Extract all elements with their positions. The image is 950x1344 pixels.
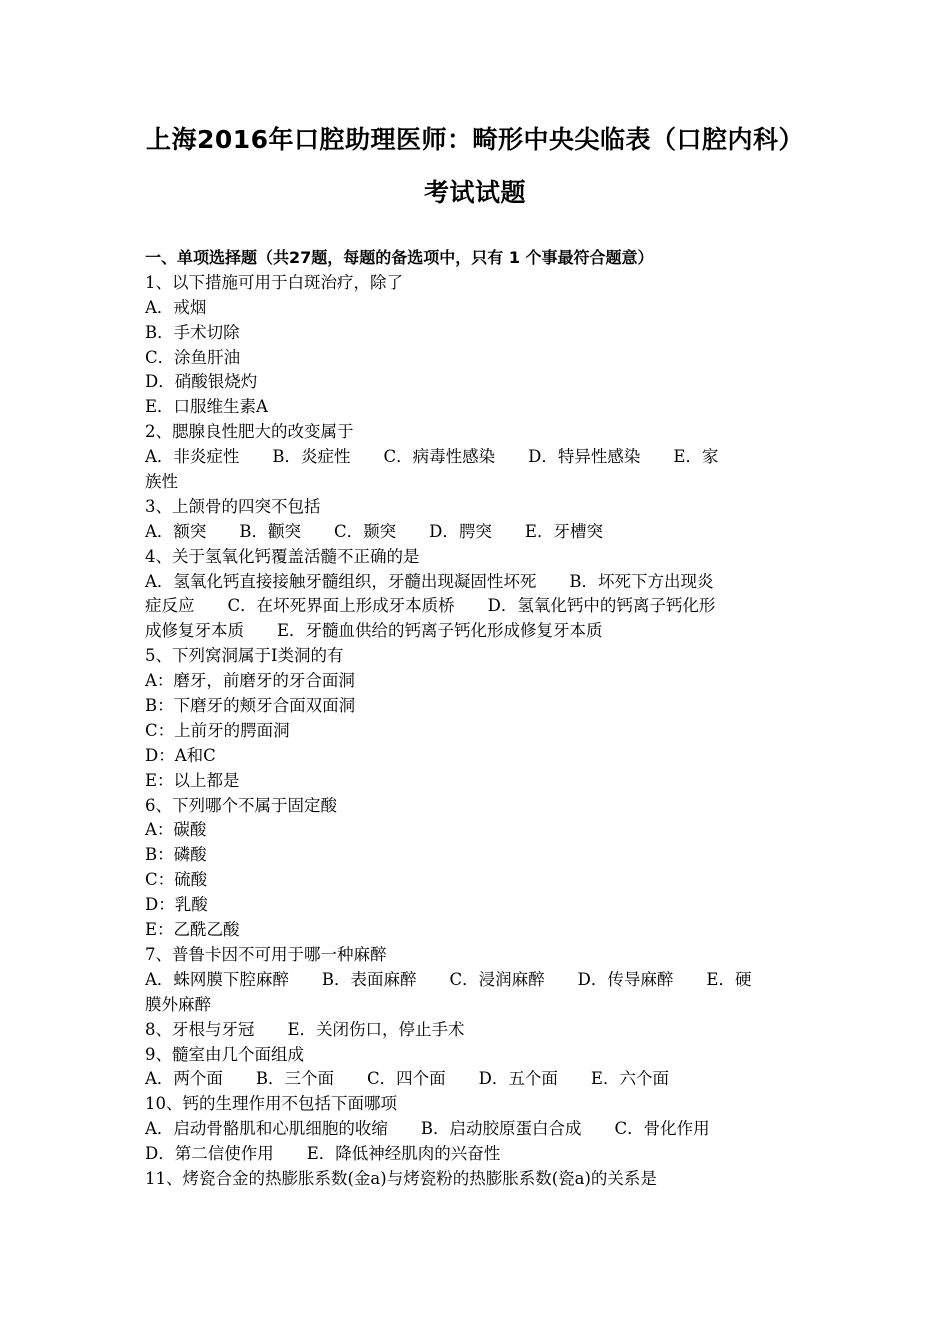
answer-options-line: A．蛛网膜下腔麻醉 B．表面麻醉 C．浸润麻醉 D．传导麻醉 E．硬	[145, 969, 752, 989]
answer-option: E：乙酰乙酸	[145, 920, 240, 940]
question-text: 8、牙根与牙冠 E．关闭伤口，停止手术	[145, 1019, 465, 1039]
answer-option: B：磷酸	[145, 845, 207, 865]
answer-options-line: 膜外麻醉	[145, 994, 211, 1014]
answer-option: C：硫酸	[145, 870, 208, 890]
answer-options-line: A．额突 B．颧突 C．颞突 D．腭突 E．牙槽突	[145, 521, 603, 541]
question-text: 2、腮腺良性肥大的改变属于	[145, 422, 354, 442]
answer-options-line: A．氢氧化钙直接接触牙髓组织，牙髓出现凝固性坏死 B．坏死下方出现炎	[145, 571, 714, 591]
question-text: 3、上颌骨的四突不包括	[145, 496, 321, 516]
answer-option: A：碳酸	[145, 820, 207, 840]
answer-option: D．硝酸银烧灼	[145, 372, 258, 392]
question-text: 6、下列哪个不属于固定酸	[145, 795, 337, 815]
answer-option: B．手术切除	[145, 322, 240, 342]
answer-options-line: A．两个面 B．三个面 C．四个面 D．五个面 E．六个面	[145, 1069, 669, 1089]
question-text: 5、下列窝洞属于I类洞的有	[145, 646, 344, 666]
answer-option: B：下磨牙的颊牙合面双面洞	[145, 696, 356, 716]
answer-option: E：以上都是	[145, 770, 240, 790]
answer-option: A：磨牙，前磨牙的牙合面洞	[145, 671, 355, 691]
document-body	[145, 246, 807, 1192]
document-title: 上海2016年口腔助理医师：畸形中央尖临表（口腔内科）	[145, 125, 805, 154]
question-text: 4、关于氢氧化钙覆盖活髓不正确的是	[145, 546, 420, 566]
answer-options-line: A．非炎症性 B．炎症性 C．病毒性感染 D．特异性感染 E．家	[145, 447, 719, 467]
answer-option: E．口服维生素A	[145, 397, 268, 417]
question-text: 9、髓室由几个面组成	[145, 1044, 304, 1064]
answer-option: D：乳酸	[145, 895, 208, 915]
document-subtitle: 考试试题	[423, 178, 526, 207]
answer-option: C：上前牙的腭面洞	[145, 720, 290, 740]
answer-options-line: A．启动骨骼肌和心肌细胞的收缩 B．启动胶原蛋白合成 C．骨化作用	[145, 1119, 710, 1139]
question-text: 7、普鲁卡因不可用于哪一种麻醉	[145, 944, 387, 964]
answer-option: D：A和C	[145, 745, 216, 765]
answer-options-line: 症反应 C．在坏死界面上形成牙本质桥 D．氢氧化钙中的钙离子钙化形	[145, 596, 716, 616]
question-text: 1、以下措施可用于白斑治疗，除了	[145, 272, 403, 292]
question-text: 10、钙的生理作用不包括下面哪项	[145, 1094, 397, 1114]
answer-option: A．戒烟	[145, 297, 207, 317]
answer-options-line: D．第二信使作用 E．降低神经肌肉的兴奋性	[145, 1144, 501, 1164]
answer-options-line: 成修复牙本质 E．牙髓血供给的钙离子钙化形成修复牙本质	[145, 621, 603, 641]
section-heading: 一、单项选择题（共27题，每题的备选项中，只有 1 个事最符合题意）	[145, 248, 654, 267]
answer-options-line: 族性	[145, 472, 178, 492]
answer-option: C．涂鱼肝油	[145, 347, 241, 367]
question-text: 11、烤瓷合金的热膨胀系数(金a)与烤瓷粉的热膨胀系数(瓷a)的关系是	[145, 1168, 657, 1188]
